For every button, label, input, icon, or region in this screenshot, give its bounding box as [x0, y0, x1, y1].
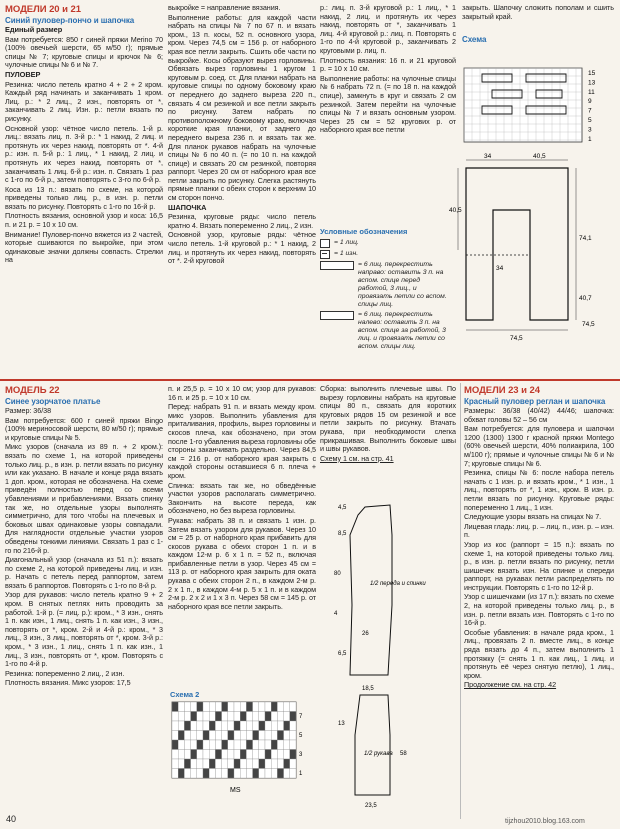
- chart2-cell: [197, 712, 203, 722]
- bottom-left-column: [5, 385, 163, 689]
- legend-item-3: = 6 лиц. перекрестить направо: оставить 3 п. на вспом. спице перед работой, 3 лиц., и провязать петли со вспом. спицы лиц.: [320, 261, 448, 309]
- dim-40-5-top: 40,5: [533, 153, 546, 160]
- chart2-cell: [277, 731, 283, 741]
- chart2-cell: [284, 750, 290, 760]
- chart2-cell: [215, 712, 221, 722]
- legend-item-4: = 6 лиц. перекрестить налево: оставить 3 п. на вспом. спице за работой, 3 лиц. и провязать петли со вспом. спицы лиц.: [320, 311, 448, 351]
- chart2-cell: [184, 740, 190, 750]
- chart2-cell: [191, 731, 197, 741]
- chart2-cell: [271, 712, 277, 722]
- dim-58: 58: [400, 751, 407, 757]
- chart2-cell: [271, 769, 277, 779]
- raglan-rib: Резинка, спицы № 6: после набора петель начать с 1 изн. р. и вязать кром., * 1 изн., 1 лиц., повторять от *, 1 изн., кром. В изн. р. петли вязать по рисунку. Круговые ряды: попеременно 1 лиц., 1 изн.: [464, 468, 614, 512]
- top-far-right-column: [462, 4, 614, 45]
- chart2-cell: [215, 759, 221, 769]
- chart2-cell: [290, 721, 296, 731]
- hat-work-text: Выполнение работы: на чулочные спицы № 6 набрать 72 п. (= по 18 п. на каждой спице), замкнуть в круг и связать 2 см резинкой. Затем перейти на чулочные спицы № 7 и вязать основным узором. Через 25 см = 52 кругових р. от наборного края все петли: [320, 73, 456, 135]
- work-text: Выполнение работы: для каждой части набрать на спицы № 7 по 67 п. и вязать кром., 13 п. косы, 52 п. основного узора, кром. Через 74,5 см = 156 р. от наборного края все петли закрыть. Сшить обе части по выкройке. Косы образуют вырез горловины. Обвязать вырез горловины 1 кругом 1 круговым р. соед. ст. Для планки набрать на круговые спицы по одному боковому краю от переднего до заднего выреза 220 п., связать 4 см резинкой и все петли закрыть по рисунку. Затем набрать по противоположному боковому краю, включая короткие края планки, от заднего до переднего выреза 236 п. и вязать так же. Для планок рукавов набрать на чулочные спицы № 6 по 40 п. (= по 10 п. на каждой спице) и связать 20 см резинкой, повторяя раппорт. Через 20 см от наборного края все петли закрыть по рисунку. Слегка растянуть прямые планки с обеих сторон к верхним 10 см сторон пончо.: [168, 12, 316, 203]
- chart2-cell: [253, 721, 259, 731]
- dim-8-5: 8,5: [338, 531, 347, 537]
- chart2-cell: [209, 769, 215, 779]
- chart2-cell: [184, 712, 190, 722]
- poncho-pattern-diagram: [448, 150, 616, 362]
- chart2-cell: [172, 769, 178, 779]
- chart2-cell: [259, 712, 265, 722]
- chart2-cell: [203, 731, 209, 741]
- chart2-cell: [184, 759, 190, 769]
- chart2-cell: [222, 759, 228, 769]
- rib-text: Резинка: число петель кратно 4 + 2 + 2 кром. Каждый ряд начинать и заканчивать 1 кром. Лиц. р.: * 2 лиц., 2 изн., повторять от *, заканчивать 2 лиц. Изн. р.: петли вязать по рисунку.: [5, 79, 163, 123]
- chart2-cell: [178, 712, 184, 722]
- raglan-materials: Вам потребуется: для пуловера и шапочки 1200 (1300) 1300 г красной пряжи Montego (60% овечьей шерсти, 40% полиакрила, 100 м/100 г); прямые и чулочные спицы № 6 и № 7; круговые спицы № 6.: [464, 424, 614, 468]
- chart2-cell: [265, 731, 271, 741]
- chart2-cell: [228, 712, 234, 722]
- chart2-cell: [222, 702, 228, 712]
- chart2-cell: [215, 721, 221, 731]
- chart2-cell: [203, 721, 209, 731]
- raglan-following: Следующие узоры вязать на спицах № 7.: [464, 512, 602, 522]
- chart2-cell: [234, 712, 240, 722]
- dress-mix: Микс узоров (сначала из 89 п. + 2 кром.): вязать по схеме 1, на которой приведены только лиц. р., в изн. р. петли вязать по рисунку или как указано. В начале и конце ряда вязать 1 доп. кром., которая не обозначена. На схеме приведён полностью перед со всеми убавлениями и прибавлениями. Вязать спинку так же, но отдельные узоры выполнять симметрично, для того чтобы на плечевых и боковых швах одинаковые узоры совпадали. Для наглядности отдельные участки узоров обведены тонкими линиями. Связать 1 раз с 1-го по 216-й р.: [5, 442, 163, 555]
- hat-finish-text: закрыть. Шапочку сложить пополам и сшить закрытый край.: [462, 3, 614, 21]
- chart2-cell: [271, 731, 277, 741]
- model-20-21-subtitle: Синий пуловер-пончо и шапочка: [5, 16, 135, 25]
- chart2-cell: [184, 731, 190, 741]
- chart2-cell: [259, 731, 265, 741]
- chart2-cell: [215, 702, 221, 712]
- chart2-cell: [277, 702, 283, 712]
- chart2-cell: [240, 769, 246, 779]
- chart2-cell: [265, 712, 271, 722]
- chart2-cell: [191, 750, 197, 760]
- chart2-cell: [178, 740, 184, 750]
- chart2-cell: [271, 740, 277, 750]
- raglan-bobble: Узор с шишечками (из 17 п.): вязать по схеме 2, на которой приведены только лиц. р., в изн. р. петли вязать изн. Повторять с 1-го по 16-й р.: [464, 592, 614, 628]
- chart2-cell: [259, 769, 265, 779]
- chart2-cell: [178, 759, 184, 769]
- chart2-cell: [246, 750, 252, 760]
- chart2-cell: [209, 740, 215, 750]
- chart2-cell: [222, 721, 228, 731]
- chart2-cell: [228, 721, 234, 731]
- chart2-cell: [240, 750, 246, 760]
- chart2-cell: [284, 740, 290, 750]
- scheme-row-number: 9: [588, 98, 592, 106]
- cable-left-symbol-icon: [320, 311, 354, 320]
- chart2-cell: [284, 721, 290, 731]
- chart2-cell: [253, 769, 259, 779]
- legend-item-1: = 1 лиц.: [320, 239, 448, 248]
- chart2-cell: [209, 731, 215, 741]
- chart2-cell: [277, 769, 283, 779]
- dim-13: 13: [338, 721, 345, 727]
- chart2-cell: [246, 721, 252, 731]
- chart2-cell: [178, 769, 184, 779]
- chart2-cell: [191, 702, 197, 712]
- chart2-cell: [191, 740, 197, 750]
- model-22-subtitle: Синее узорчатое платье: [5, 397, 101, 406]
- legend-item-2: = 1 изн.: [320, 250, 448, 259]
- cable-scheme-chart: [462, 66, 612, 146]
- bottom-third-column: [320, 385, 456, 464]
- dress-density-cont: п. и 25,5 р. = 10 х 10 см; узор для рукавов: 16 п. и 25 р. = 10 х 10 см.: [168, 384, 316, 402]
- chart2-cell: [209, 759, 215, 769]
- dress-size: Размер: 36/38: [5, 406, 52, 415]
- chart2-cell: [172, 712, 178, 722]
- chart2-cell: [222, 740, 228, 750]
- chart2-cell: [271, 759, 277, 769]
- chart2-cell: [240, 740, 246, 750]
- chart2-cell: [172, 740, 178, 750]
- chart2-cell: [203, 702, 209, 712]
- scheme-row-number: 15: [588, 70, 596, 77]
- chart2-cell: [197, 702, 203, 712]
- chart2-cell: [259, 750, 265, 760]
- chart2-cell: [172, 702, 178, 712]
- chart2-cell: [209, 702, 215, 712]
- chart2-cell: [253, 712, 259, 722]
- knit-symbol-icon: [320, 239, 330, 248]
- chart2-cell: [246, 731, 252, 741]
- chart2-cell: [290, 750, 296, 760]
- dim-18-5: 18,5: [362, 686, 374, 692]
- scheme-row-number: 13: [588, 79, 596, 87]
- chart2-cell: [290, 769, 296, 779]
- cable-text: Коса из 13 п.: вязать по схеме, на которой приведены только лиц. р., в изн. р. петли вязать по рисунку. Повторять с 1-го по 16-й р.: [5, 184, 163, 211]
- chart2-cell: [172, 731, 178, 741]
- chart2-cell: [178, 750, 184, 760]
- chart2-cell: [197, 750, 203, 760]
- chart2-cell: [234, 750, 240, 760]
- chart2-cell: [215, 769, 221, 779]
- chart2-cell: [240, 712, 246, 722]
- chart2-row-number: 1: [299, 771, 303, 777]
- chart2-cell: [184, 721, 190, 731]
- chart2-cell: [265, 759, 271, 769]
- dim-74-5-right: 74,5: [582, 321, 595, 328]
- model-23-24-title: МОДЕЛИ 23 и 24: [464, 385, 540, 396]
- chart2-cell: [172, 759, 178, 769]
- top-mid-column: [168, 4, 316, 267]
- chart2-cell: [203, 750, 209, 760]
- dress-sleeves: Рукава: набрать 38 п. и связать 1 изн. р. Затем вязать узором для рукавов. Через 10 см = 25 р. от наборного края прибавить для скосов рукава с обеих сторон 1 п. и в каждом 12-м р. 6 х 1 п. = 52 п., включая прибавленные петли в узор. Через 45 см = 113 р. от наборного края закрыть для оката рукава с обеих сторон 2 п., в каждом 2-м р. 2 х 1 п., в каждом 4-м р. 5 х 1 п. и в каждом 2-м р. 2 х 2 и 1 х 3 п. Через 58 см = 145 р. от наборного края все петли закрыть.: [168, 515, 316, 611]
- chart2-cell: [178, 721, 184, 731]
- chart2-cell: [203, 769, 209, 779]
- chart2-cell: [209, 750, 215, 760]
- chart2-cell: [203, 759, 209, 769]
- chart2-cell: [215, 750, 221, 760]
- dim-26: 26: [362, 631, 369, 637]
- main-pattern-text: Основной узор: чётное число петель. 1-й р. лиц.: вязать лиц. п. 3-й р.: * 1 накид, 2 лиц. и протянуть их через накид, повторять от *. 4-й р.: изн. п. 5-й р.: 1 лиц., * 1 накид, 2 лиц. и протянуть их через накид, повторять от *, заканчивать 1 лиц. 6-й р.: изн. п. Связать 1 раз с 1-го по 6-й р., затем повторять с 3-го по 6-й р.: [5, 123, 163, 185]
- chart2-cell: [290, 740, 296, 750]
- chart2-row-number: 3: [299, 752, 303, 758]
- chart2-cell: [290, 731, 296, 741]
- section-divider: [0, 379, 620, 381]
- chart2-cell: [184, 769, 190, 779]
- chart2-cell: [191, 721, 197, 731]
- dim-4-5: 4,5: [338, 505, 347, 511]
- model-20-21-title: МОДЕЛИ 20 и 21: [5, 4, 81, 15]
- chart2-cell: [277, 740, 283, 750]
- chart2-cell: [265, 750, 271, 760]
- chart2-cell: [259, 740, 265, 750]
- chart2-cell: [178, 731, 184, 741]
- hat-density-text: Плотность вязания: 16 п. и 21 круговой р. = 10 х 10 см.: [320, 55, 456, 74]
- sleeve-label: 1/2 рукава: [364, 751, 393, 757]
- attention-text: Внимание! Пуловер-пончо вяжется из 2 частей, которые сшиваются по выкройке, при этом одинаковые значки должны совпасть. Стрелки на: [5, 229, 163, 265]
- chart2-cell: [172, 750, 178, 760]
- legend-title: Условные обозначения: [320, 227, 408, 236]
- size-label: Единый размер: [5, 25, 63, 34]
- chart2-cell: [246, 702, 252, 712]
- hat-rib-text: Резинка, круговые ряды: число петель кратно 4. Вязать попеременно 2 лиц., 2 изн.: [168, 212, 316, 230]
- chart2-cell: [234, 759, 240, 769]
- dress-sleeve: Узор для рукавов: число петель кратно 9 + 2 кром. В снятых петлях нить проводить за работой. 1-й р. (= лиц. р.): кром., * 3 изн., снять 1 п. как изн., 1 лиц., снять 1 п. как изн., 3 изн., повторять от *, кром. 2-й и 4-й р.: кром., * 3 лиц., 3 изн., 3 лиц., повторять от *, кром. 3-й р.: кром., * 3 изн., 1 лиц., снять 1 п. как изн., 1 лиц., 3 изн., повторять от *, кром. Повторять с 1-го по 4-й р.: [5, 590, 163, 669]
- dim-4: 4: [334, 611, 338, 617]
- chart2-row-number: 5: [299, 733, 303, 739]
- chart2-cell: [209, 712, 215, 722]
- chart2-cell: [191, 712, 197, 722]
- chart2-cell: [228, 750, 234, 760]
- footer-url: tijzhou2010.blog.163.com: [505, 818, 585, 825]
- chart2-cell: [277, 721, 283, 731]
- arrows-text: выкройке = направление вязания.: [168, 3, 281, 12]
- dim-40-7: 40,7: [579, 295, 592, 302]
- chart2-cell: [209, 721, 215, 731]
- chart2-cell: [191, 759, 197, 769]
- chart2-cell: [284, 712, 290, 722]
- chart2-cell: [271, 750, 277, 760]
- chart2-cell: [284, 731, 290, 741]
- raglan-cable: Узор из кос (раппорт = 15 п.): вязать по схеме 1, на которой приведены только лиц. р., в изн. р. петли вязать по рисунку, петли шишечек вязать изн. На спинке и спереди раппорт, на рукавах петли распределять по инструкции. Повторять с 1-го по 12-й р.: [464, 539, 614, 592]
- cable-right-symbol-icon: [320, 261, 354, 270]
- chart2-cell: [228, 769, 234, 779]
- chart2-cell: [259, 759, 265, 769]
- materials-text: Вам потребуется: 850 г синей пряжи Merino 70 (100% овечьей шерсти, 65 м/50 г); прямые спицы № 7; круговые спицы и крючок № 6; чулочные спицы № 6 и № 7.: [5, 34, 163, 70]
- model-22-title: МОДЕЛЬ 22: [5, 385, 60, 396]
- chart2-cell: [197, 759, 203, 769]
- scheme-row-number: 11: [588, 88, 595, 96]
- chart2-cell: [184, 750, 190, 760]
- chart2-cell: [253, 750, 259, 760]
- chart2-cell: [277, 759, 283, 769]
- chart2-cell: [277, 712, 283, 722]
- chart2-cell: [284, 769, 290, 779]
- dim-40-5-left: 40,5: [449, 207, 462, 214]
- chart2-cell: [222, 750, 228, 760]
- chart-2-title: Схема 2: [170, 690, 200, 699]
- chart2-cell: [203, 740, 209, 750]
- column-rule: [460, 383, 461, 819]
- chart2-cell: [240, 759, 246, 769]
- page-number: 40: [6, 814, 17, 824]
- dim-23-5: 23,5: [365, 803, 377, 809]
- chart2-ms-label: MS: [230, 787, 241, 794]
- dress-diagonal: Диагональный узор (сначала из 51 п.): вязать по схеме 2, на которой приведены лиц. и изн. р. Начать с петель перед раппортом, затем вязать 6 раппортов. Повторять с 1-го по 8-й р.: [5, 555, 163, 590]
- chart2-cell: [178, 702, 184, 712]
- density-text: Плотность вязания, основной узор и коса: 16,5 п. и 21 р. = 10 х 10 см.: [5, 211, 163, 230]
- scheme-row-number: 3: [588, 126, 592, 134]
- chart2-cell: [172, 721, 178, 731]
- bottom-mid-column: [168, 385, 316, 612]
- chart2-cell: [240, 721, 246, 731]
- chart2-cell: [240, 731, 246, 741]
- chart2-row-number: 7: [299, 714, 303, 720]
- chart2-cell: [228, 759, 234, 769]
- purl-symbol-icon: [320, 250, 330, 259]
- chart2-cell: [271, 721, 277, 731]
- continue-link[interactable]: Продолжение см. на стр. 42: [464, 680, 557, 690]
- dim-6-5: 6,5: [338, 651, 347, 657]
- scheme-row-number: 1: [588, 135, 592, 143]
- chart2-cell: [197, 731, 203, 741]
- chart2-cell: [222, 769, 228, 779]
- chart2-cell: [259, 721, 265, 731]
- chart2-cell: [284, 759, 290, 769]
- chart2-cell: [234, 702, 240, 712]
- raglan-decrease: Особые убавления: в начале ряда кром., 1 лиц., провязать 2 п. вместе лиц., в конце ряда вязать до 4 п., затем выполнить 1 протяжку (= снять 1 п. как лиц., 1 лиц. и протянуть её через снятую петлю), 1 лиц., кром.: [464, 627, 614, 680]
- dress-pattern-diagram: [330, 495, 460, 815]
- pullover-label: ПУЛОВЕР: [5, 69, 41, 79]
- chart2-cell: [184, 702, 190, 712]
- chart2-cell: [253, 731, 259, 741]
- chart2-cell: [215, 740, 221, 750]
- hat-cont-text: р.: лиц. п. 3-й круговой р.: 1 лиц., * 1 накид, 2 лиц. и протянуть их через накид, повторять от *, заканчивать 1 лиц. 4-й круговой р.: лиц. п. Повторять с 1-го по 4-й круговой р., заканчивать 2 круговыми р. лиц. п.: [320, 3, 456, 55]
- dress-materials: Вам потребуется: 600 г синей пряжи Bingo (100% мериносовой шерсти, 80 м/50 г); прямые и круговые спицы № 5.: [5, 415, 163, 442]
- hat-pattern-text: Основной узор, круговые ряды: чётное число петель. 1-й круговой р.: * 1 накид, 2 лиц. и протянуть их через накид, повторять от *. 2-й круговой: [168, 230, 316, 266]
- chart2-cell: [271, 702, 277, 712]
- raglan-stockinette: Лицевая гладь: лиц. р. – лиц. п., изн. р. – изн. п.: [464, 521, 614, 540]
- chart2-cell: [197, 721, 203, 731]
- scheme-label: Схема: [462, 35, 487, 45]
- chart2-cell: [265, 740, 271, 750]
- chart2-cell: [191, 769, 197, 779]
- scheme-row-number: 5: [588, 117, 592, 124]
- dim-34-top: 34: [484, 153, 492, 160]
- top-right-text-column: [320, 4, 456, 136]
- chart2-cell: [234, 740, 240, 750]
- chart2-cell: [253, 740, 259, 750]
- dress-density: Плотность вязания. Микс узоров: 17,5: [5, 678, 131, 688]
- chart2-cell: [246, 769, 252, 779]
- chart2-cell: [197, 740, 203, 750]
- chart2-cell: [265, 769, 271, 779]
- front-back-label: 1/2 переда и спинки: [370, 581, 426, 587]
- dim-34-mid: 34: [496, 265, 504, 272]
- chart2-cell: [277, 750, 283, 760]
- dim-74-1: 74,1: [579, 235, 592, 242]
- chart2-cell: [240, 702, 246, 712]
- chart2-cell: [222, 731, 228, 741]
- dim-74-5-bottom: 74,5: [510, 335, 523, 342]
- chart2-cell: [290, 759, 296, 769]
- chart2-cell: [246, 759, 252, 769]
- diagonal-scheme-chart: [170, 700, 310, 800]
- chart2-cell: [222, 712, 228, 722]
- schema-ref-link[interactable]: Схему 1 см. на стр. 41: [320, 453, 394, 463]
- dress-rib: Резинка: попеременно 2 лиц., 2 изн.: [5, 668, 125, 678]
- bottom-right-column: [464, 385, 614, 691]
- raglan-sizes: Размеры: 36/38 (40/42) 44/46; шапочка: обхват головы 52 – 56 см: [464, 406, 614, 424]
- chart2-cell: [290, 712, 296, 722]
- chart2-cell: [197, 769, 203, 779]
- dress-front: Перед: набрать 91 п. и вязать между кром. микс узоров. Выполнить убавления для приталивания, профиль, вырез горловины и скосов плеча, как обозначено, при этом после 1-го убавления выреза горловины обе стороны заканчивать раздельно. Через 84,5 см = 216 р. от наборного края закрыть с каждой стороны оставшиеся 6 п. плеча + кром.: [168, 402, 316, 480]
- chart2-cell: [259, 702, 265, 712]
- hat-label: ШАПОЧКА: [168, 202, 207, 212]
- dress-assembly: Сборка: выполнить плечевые швы. По вырезу горловины набрать на круговые спицы 80 п., связать для коротких круговых рядов 15 см резинкой и все петли закрыть по рисунку. Втачать рукава, при необходимости слегка прикрашивая. Выполнить боковые швы и швы рукавов.: [320, 384, 456, 454]
- chart2-cell: [290, 702, 296, 712]
- chart2-cell: [228, 740, 234, 750]
- legend: [320, 228, 448, 353]
- chart2-cell: [234, 721, 240, 731]
- model-23-24-subtitle: Красный пуловер реглан и шапочка: [464, 397, 606, 406]
- scheme-row-number: 7: [588, 107, 592, 115]
- chart2-cell: [265, 702, 271, 712]
- chart2-cell: [284, 702, 290, 712]
- chart2-cell: [203, 712, 209, 722]
- chart2-cell: [228, 731, 234, 741]
- chart2-cell: [228, 702, 234, 712]
- chart2-cell: [234, 731, 240, 741]
- dim-80: 80: [334, 571, 341, 577]
- chart2-cell: [253, 702, 259, 712]
- top-left-column: [5, 4, 163, 266]
- chart2-cell: [253, 759, 259, 769]
- chart2-cell: [234, 769, 240, 779]
- chart2-cell: [246, 740, 252, 750]
- chart2-cell: [215, 731, 221, 741]
- chart2-cell: [265, 721, 271, 731]
- dress-back: Спинка: вязать так же, но обведённые участки узоров располагать симметрично. Закончить на высоте переда, как обозначено, но без выреза горловины.: [168, 480, 316, 516]
- chart2-cell: [246, 712, 252, 722]
